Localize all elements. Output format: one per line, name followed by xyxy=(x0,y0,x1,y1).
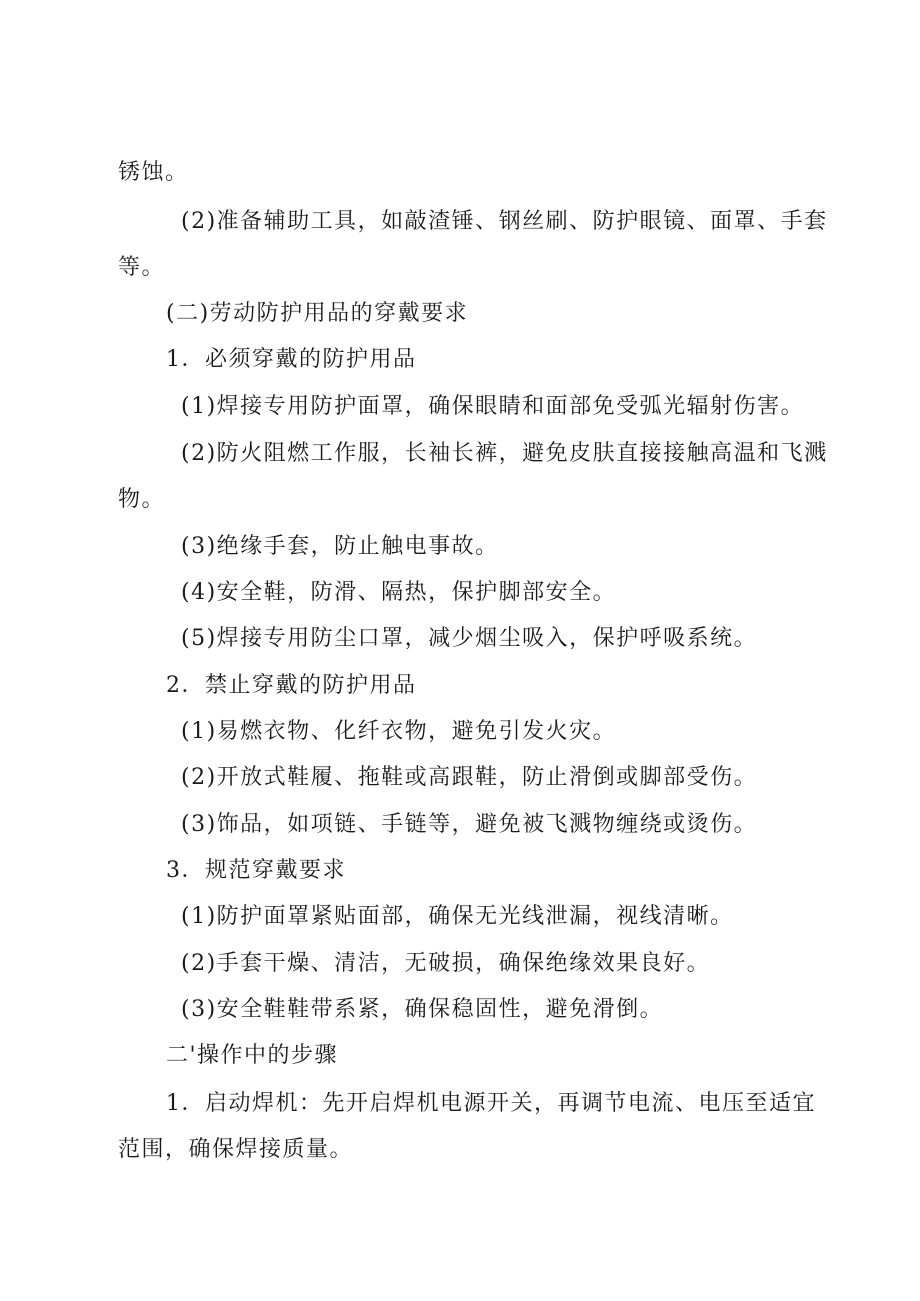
paragraph-continuation: 物。 xyxy=(118,487,166,512)
section-heading: 二'操作中的步骤 xyxy=(166,1043,339,1068)
subsection-heading: 3．规范穿戴要求 xyxy=(166,858,346,883)
list-item: (2)准备辅助工具，如敲渣锤、钢丝刷、防护眼镜、面罩、手套 xyxy=(181,209,828,234)
list-item: (3)安全鞋鞋带系紧，确保稳固性，避免滑倒。 xyxy=(181,997,664,1022)
list-item: (3)绝缘手套，防止触电事故。 xyxy=(181,534,499,559)
list-item: (2)开放式鞋履、拖鞋或高跟鞋，防止滑倒或脚部受伤。 xyxy=(181,765,758,790)
paragraph-continuation: 锈蚀。 xyxy=(118,160,189,185)
list-item: (2)防火阻燃工作服，长袖长裤，避免皮肤直接接触高温和飞溅 xyxy=(181,441,828,466)
paragraph-continuation: 范围，确保焊接质量。 xyxy=(118,1137,354,1162)
subsection-heading: 1．必须穿戴的防护用品 xyxy=(166,347,417,372)
list-item: (2)手套干燥、清洁，无破损，确保绝缘效果良好。 xyxy=(181,951,711,976)
section-heading: (二)劳动防护用品的穿戴要求 xyxy=(166,301,469,326)
list-item: (5)焊接专用防尘口罩，减少烟尘吸入，保护呼吸系统。 xyxy=(181,626,758,651)
subsection-heading: 2．禁止穿戴的防护用品 xyxy=(166,673,417,698)
list-item: (3)饰品，如项链、手链等，避免被飞溅物缠绕或烫伤。 xyxy=(181,812,758,837)
list-item: (1)易燃衣物、化纤衣物，避免引发火灾。 xyxy=(181,719,617,744)
paragraph-continuation: 等。 xyxy=(118,255,166,280)
list-item: (4)安全鞋，防滑、隔热，保护脚部安全。 xyxy=(181,580,617,605)
list-item: (1)防护面罩紧贴面部，确保无光线泄漏，视线清晰。 xyxy=(181,904,734,929)
list-item: (1)焊接专用防护面罩，确保眼睛和面部免受弧光辐射伤害。 xyxy=(181,394,805,419)
numbered-paragraph: 1．启动焊机：先开启焊机电源开关，再调节电流、电压至适宜 xyxy=(166,1091,816,1116)
